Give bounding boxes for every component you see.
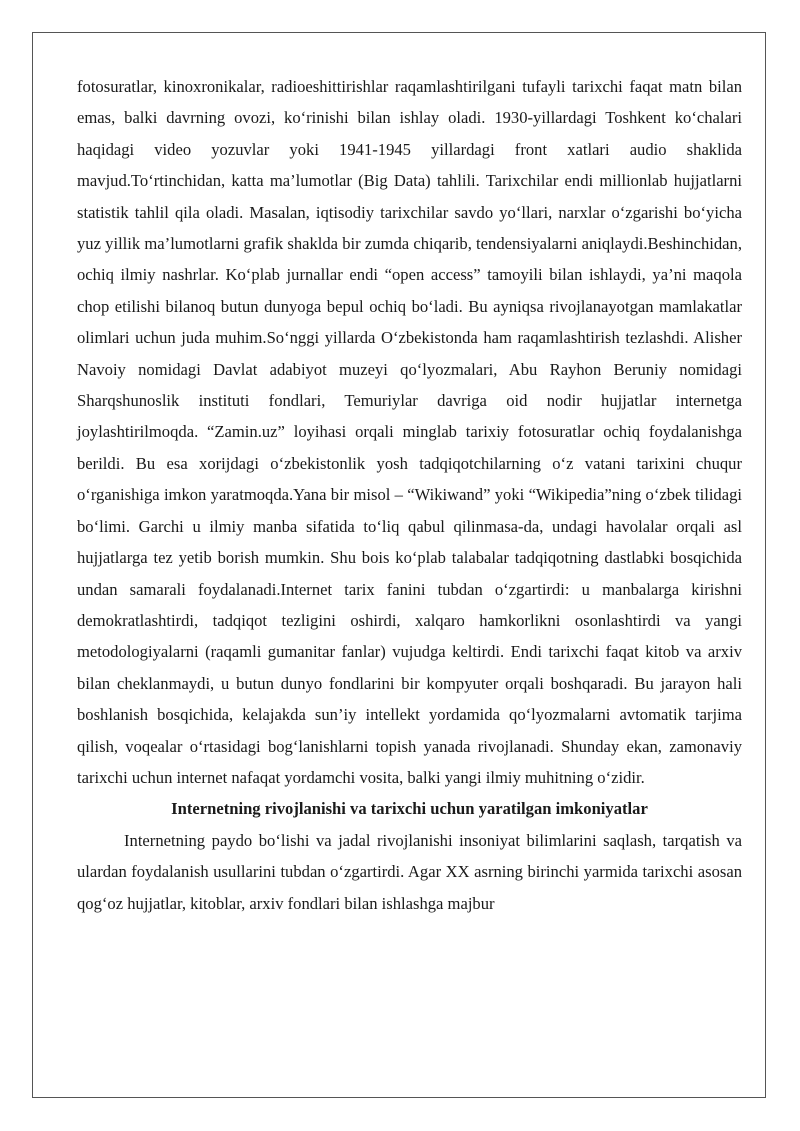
section-heading: Internetning rivojlanishi va tarixchi uchun yaratilgan imkoniyatlar: [171, 799, 648, 819]
body-paragraph-intro: Internetning paydo bo‘lishi va jadal rivojlanishi insoniyat bilimlarini saqlash, tarqatish va ulardan foydalanish usullarini tubdan o‘zgartirdi. Agar XX asrning birinchi yarmida tarixchi asosan qog‘oz hujjatlar, kitoblar, arxiv fondlari bilan ishlashga majbur: [77, 830, 742, 913]
body-paragraph: fotosuratlar, kinoxronikalar, radioeshittirishlar raqamlashtirilgani tufayli tarixchi faqat matn bilan emas, balki davrning ovozi, ko‘rinishi bilan ishlay oladi. 1930-yillardagi Toshkent ko‘chalari haqidagi video yozuvlar yoki 1941-1945 yillardagi front xatlari audio shaklida mavjud.To‘rtinchidan, katta ma’lumotlar (Big Data) tahlili. Tarixchilar endi millionlab hujjatlarni statistik tahlil qila oladi. Masalan, iqtisodiy tarixchilar savdo yo‘llari, narxlar o‘zgarishi bo‘yicha yuz yillik ma’lumotlarni grafik shaklda bir zumda chiqarib, tendensiyalarni aniqlaydi.Beshinchidan, ochiq ilmiy nashrlar. Ko‘plab jurnallar endi “open access” tamoyili bilan ishlaydi, ya’ni maqola chop etilishi bilanoq butun dunyoga bepul ochiq bo‘ladi. Bu ayniqsa rivojlanayotgan mamlakatlar olimlari uchun juda muhim.So‘nggi yillarda O‘zbekistonda ham raqamlashtirish tezlashdi. Alisher Navoiy nomidagi Davlat adabiyot muzeyi qo‘lyozmalari, Abu Rayhon Beruniy nomidagi Sharqshunoslik instituti fondlari, Temuriylar davriga oid nodir hujjatlar internetga joylashtirilmoqda. “Zamin.uz” loyihasi orqali minglab tarixiy fotosuratlar ochiq foydalanishga berildi. Bu esa xorijdagi o‘zbekistonlik yosh tadqiqotchilarning o‘z vatani tarixini chuqur o‘rganishiga imkon yaratmoqda.Yana bir misol – “Wikiwand” yoki “Wikipedia”ning o‘zbek tilidagi bo‘limi. Garchi u ilmiy manba sifatida to‘liq qabul qilinmasa-da, undagi havolalar orqali asl hujjatlarga tez yetib borish mumkin. Shu bois ko‘plab talabalar tadqiqotning dastlabki bosqichida undan samarali foydalanadi.Internet tarix fanini tubdan o‘zgartirdi: u manbalarga kirishni demokratlashtirdi, tadqiqot tezligini oshirdi, xalqaro hamkorlikni osonlashtirdi va yangi metodologiyalarni (raqamli gumanitar fanlar) vujudga keltirdi. Endi tarixchi faqat kitob va arxiv bilan cheklanmaydi, u butun dunyo fondlarini bir kompyuter orqali boshqaradi. Bu jarayon hali boshlanish bosqichida, kelajakda sun’iy intellekt yordamida qo‘lyozmalarni avtomatik tarjima qilish, voqealar o‘rtasidagi bog‘lanishlarni topish yanada rivojlanadi. Shunday ekan, zamonaviy tarixchi uchun internet nafaqat yordamchi vosita, balki yangi ilmiy muhitning o‘zidir.: [77, 77, 742, 787]
document-body: [77, 71, 742, 919]
